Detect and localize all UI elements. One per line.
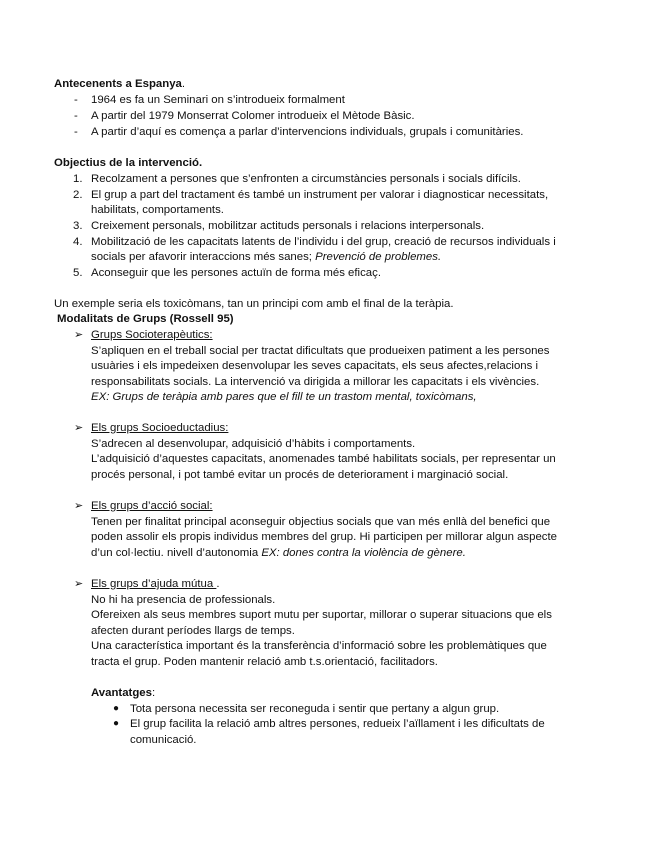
dash-marker: - (74, 94, 78, 106)
avantatge-item: Tota persona necessita ser reconeguda i sentir que pertany a algun grup. (130, 703, 500, 715)
objectiu-item-cont: socials per afavorir interaccions més sanes; Prevenció de problemes. (91, 251, 442, 263)
italic-note: Prevenció de problemes. (315, 251, 442, 263)
arrow-bullet-icon: ➢ (74, 578, 84, 590)
exemple-paragraph: Un exemple seria els toxicòmans, tan un principi com amb el final de la teràpia. (54, 298, 454, 310)
group-text: tracta el grup. Poden mantenir relació amb t.s.orientació, facilitadors. (91, 656, 438, 668)
avantatge-item: El grup facilita la relació amb altres persones, redueix l’aïllament i les dificultats de (130, 718, 545, 730)
objectiu-item: El grup a part del tractament és també un instrument per valorar i diagnosticar necessitats, (91, 189, 549, 201)
antecedents-heading: Antecenents a Espanya. (54, 78, 186, 90)
objectiu-item: Creixement personals, mobilitzar actituds personals i relacions interpersonals. (91, 220, 485, 232)
list-number: 4. (73, 236, 83, 248)
group-example: EX: Grups de teràpia amb pares que el fill te un trastom mental, toxicòmans, (91, 391, 477, 403)
list-number: 5. (73, 267, 83, 279)
objectiu-item: Recolzament a persones que s’enfronten a circumstàncies personals i socials difícils. (91, 173, 521, 185)
group-title: Grups Socioterapèutics: (91, 329, 213, 341)
objectiu-item-cont: habilitats, comportaments. (91, 204, 224, 216)
dash-marker: - (74, 126, 78, 138)
group-example: EX: dones contra la violència de gènere. (261, 547, 466, 559)
group-text: procés personal, i pot també evitar un procés de deteriorament i marginació social. (91, 469, 509, 481)
group-text: S’apliquen en el treball social per tractat dificultats que produeixen patiment a les persones (91, 345, 550, 357)
group-title: Els grups d’ajuda mútua . (91, 578, 220, 590)
group-text: responsabilitats socials. La intervenció va dirigida a millorar les capacitats i els vivències. (91, 376, 540, 388)
group-text: L’adquisició d’aquestes capacitats, anomenades també habilitats socials, per representar un (91, 453, 556, 465)
arrow-bullet-icon: ➢ (74, 329, 84, 341)
group-text: S’adrecen al desenvolupar, adquisició d’hàbits i comportaments. (91, 438, 416, 450)
group-text: Tenen per finalitat principal aconseguir objectius socials que van més enllà del benefici que (91, 516, 551, 528)
avantatges-heading: Avantatges: (91, 687, 156, 699)
group-text: poden assolir els propis individus membres del grup. Hi participen per millorar algun aspecte (91, 531, 557, 543)
antecedents-item: 1964 es fa un Seminari on s’introdueix formalment (91, 94, 345, 106)
objectiu-item: Mobilització de les capacitats latents de l’individu i del grup, creació de recursos individuals i (91, 236, 556, 248)
antecedents-item: A partir del 1979 Monserrat Colomer introdueix el Mètode Bàsic. (91, 110, 415, 122)
antecedents-item: A partir d’aquí es comença a parlar d’intervencions individuals, grupals i comunitàries. (91, 126, 524, 138)
modalitats-heading: Modalitats de Grups (Rossell 95) (57, 313, 234, 325)
group-text: usuàries i els impedeixen desenvolupar les seves capacitats, els seus afectes,relacions i (91, 360, 538, 372)
group-text: No hi ha presencia de professionals. (91, 594, 276, 606)
group-text: Ofereixen als seus membres suport mutu per suportar, millorar o superar situacions que els (91, 609, 552, 621)
avantatge-item-cont: comunicació. (130, 734, 197, 746)
arrow-bullet-icon: ➢ (74, 500, 84, 512)
bullet-icon: ● (113, 703, 120, 714)
objectiu-item: Aconseguir que les persones actuïn de forma més eficaç. (91, 267, 381, 279)
list-number: 2. (73, 189, 83, 201)
bullet-icon: ● (113, 718, 120, 729)
group-text: d’un col·lectiu. nivell d’autonomia EX: dones contra la violència de gènere. (91, 547, 466, 559)
list-number: 3. (73, 220, 83, 232)
arrow-bullet-icon: ➢ (74, 422, 84, 434)
objectius-heading: Objectius de la intervenció. (54, 157, 203, 169)
group-title: Els grups d’acció social: (91, 500, 213, 512)
list-number: 1. (73, 173, 83, 185)
dash-marker: - (74, 110, 78, 122)
group-title: Els grups Socioeductadius: (91, 422, 229, 434)
group-text: Una característica important és la transferència d’informació sobre les problemàtiques que (91, 640, 547, 652)
group-text: afecten durant períodes llargs de temps. (91, 625, 295, 637)
